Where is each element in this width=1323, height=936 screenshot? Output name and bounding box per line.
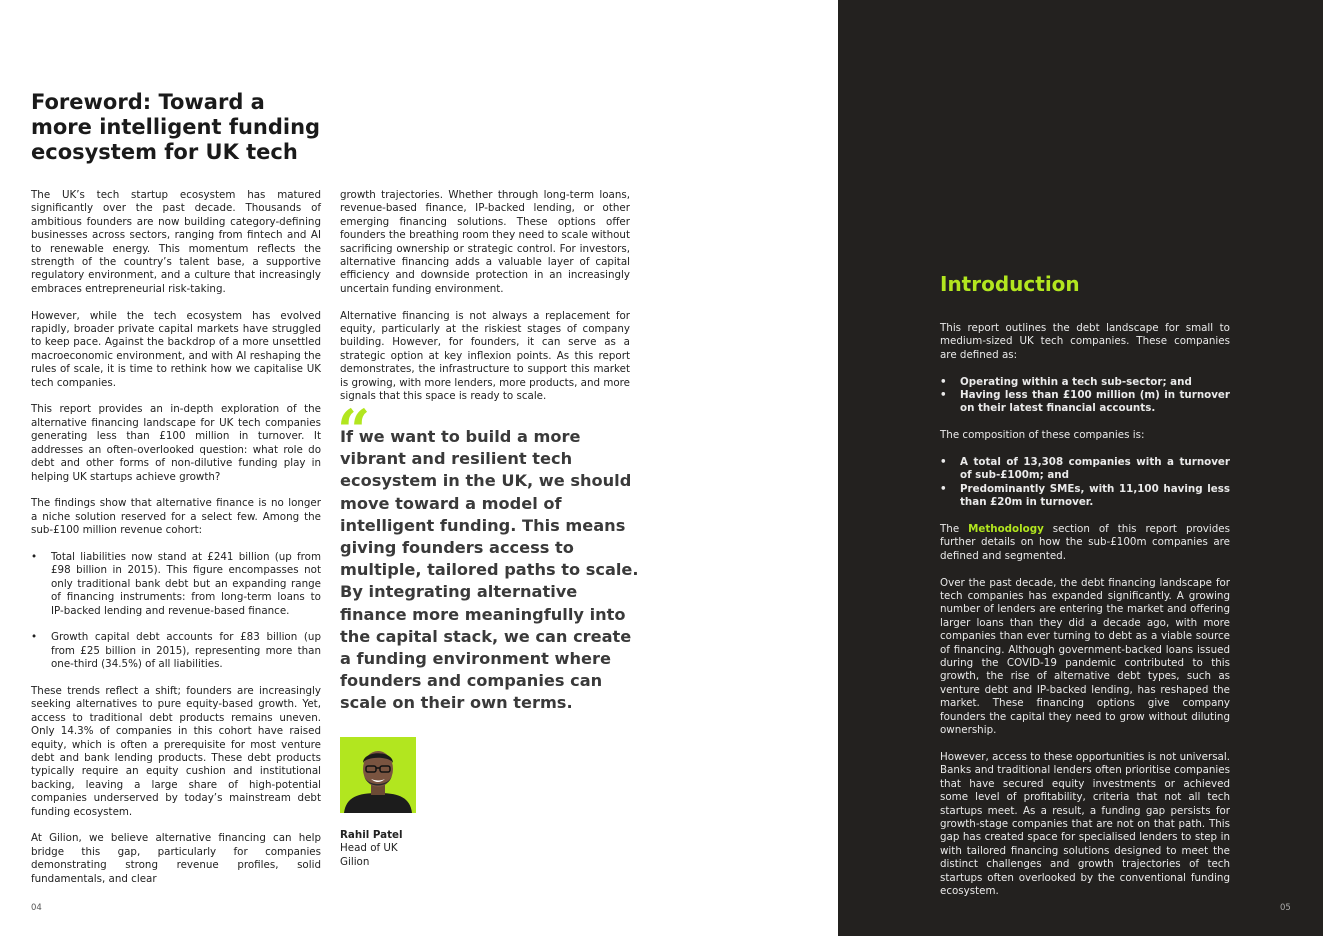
list-item: • Growth capital debt accounts for £83 billion (up from £25 billion in 2015), representing more than one-third (34.5%) of all liabilities. [31,631,321,671]
person-icon [340,737,416,813]
text-span: The [940,523,969,536]
list-item: • A total of 13,308 companies with a turnover of sub-£100m; and [940,456,1230,483]
methodology-link[interactable]: Methodology [968,523,1044,536]
text-span: section of this report provides further details on how the sub-£100m companies are defined and segmented. [940,523,1230,562]
paragraph: Over the past decade, the debt financing landscape for tech companies has expanded significantly. A growing number of lenders are entering the market and offering larger loans than they did a decade ago, with more companies than ever turning to debt as a viable source of financing. Although government-backed loans issued during the COVID-19 pandemic contributed to this growth, the rise of alternative debt types, such as venture debt and IP-backed lending, has reshaped the market. These financing options give company founders the capital they need to grow without diluting ownership. [940,576,1230,737]
list-item: • Having less than £100 million (m) in turnover on their latest financial accounts. [940,389,1230,416]
paragraph [940,523,1230,563]
page-number-right: 05 [1280,903,1291,913]
list-item: • Total liabilities now stand at £241 billion (up from £98 billion in 2015). This figure encompasses not only traditional bank debt but an expanding range of financing instruments: from long-term loans to IP-backed lending and revenue-based finance. [31,551,321,618]
paragraph: This report outlines the debt landscape for small to medium-sized UK tech companies. These companies are defined as: [940,322,1230,361]
author-name: Rahil Patel [340,829,403,841]
paragraph: However, access to these opportunities is not universal. Banks and traditional lenders often prioritise companies that have secured equity investments or achieved some level of profitability, criteria that not all tech startups meet. As a result, a funding gap persists for growth-stage companies that are not on that path. This gap has created space for specialised lenders to step in with tailored financing solutions designed to meet the distinct challenges and growth trajectories of tech startups often overlooked by the conventional funding ecosystem. [940,750,1230,897]
bullet-list [31,551,321,672]
section-title: Introduction [940,272,1080,296]
paragraph: The UK’s tech startup ecosystem has matured significantly over the past decade. Thousands of ambitious founders are now building category-defining businesses across sectors, ranging from fintech and AI to renewable energy. This momentum reflects the strength of the country’s talent base, a supportive regulatory environment, and a culture that increasingly embraces entrepreneurial risk-taking. [31,189,321,295]
paragraph: However, while the tech ecosystem has evolved rapidly, broader private capital markets have struggled to keep pace. Against the backdrop of a more unsettled macroeconomic environment, and with AI reshaping the rules of scale, it is time to rethink how we capitalise UK tech companies. [31,309,321,389]
paragraph: These trends reflect a shift; founders are increasingly seeking alternatives to pure equity-based growth. Yet, access to traditional debt products remains uneven. Only 14.3% of companies in this cohort have raised equity, which is often a prerequisite for most venture debt and bank lending products. These debt products typically require an equity cushion and institutional backing, leaving a large share of high-potential companies underserved by today’s mainstream debt funding ecosystem. [31,684,321,818]
page-number-left: 04 [31,903,42,913]
paragraph: The composition of these companies is: [940,429,1145,442]
quote-mark-icon: “ [337,397,371,465]
bullet-list [940,456,1230,510]
page-title: Foreword: Toward a more intelligent funding ecosystem for UK tech [31,90,321,164]
paragraph: growth trajectories. Whether through long-term loans, revenue-based finance, IP-backed lending, or other emerging financing solutions. These options offer founders the breathing room they need to scale without sacrificing ownership or strategic control. For investors, alternative financing adds a valuable layer of capital efficiency and downside protection in an increasingly uncertain funding environment. [340,189,630,295]
paragraph: The findings show that alternative finance is no longer a niche solution reserved for a select few. Among the sub-£100 million revenue cohort: [31,497,321,537]
author-role: Head of UK [340,842,398,855]
bullet-list [940,376,1230,416]
list-item: • Predominantly SMEs, with 11,100 having less than £20m in turnover. [940,483,1230,510]
paragraph: Alternative financing is not always a replacement for equity, particularly at the riskiest stages of company building. However, for founders, it can serve as a strategic option at key inflexion points. As this report demonstrates, the infrastructure to support this market is growing, with more lenders, more products, and more signals that this space is ready to scale. [340,309,630,403]
paragraph: At Gilion, we believe alternative financing can help bridge this gap, particularly for companies demonstrating strong revenue profiles, solid fundamentals, and clear [31,832,321,885]
list-item: • Operating within a tech sub-sector; and [940,376,1230,389]
body-column-1 [31,189,321,899]
author-portrait [340,737,416,813]
author-company: Gilion [340,855,370,868]
paragraph: This report provides an in-depth exploration of the alternative financing landscape for UK tech companies generating less than £100 million in turnover. It addresses an often-overlooked question: what role do debt and other forms of non-dilutive funding play in helping UK startups achieve growth? [31,403,321,483]
body-column-2 [340,189,630,417]
pull-quote: If we want to build a more vibrant and resilient tech ecosystem in the UK, we should move toward a model of intelligent funding. This means giving founders access to multiple, tailored paths to scale. By integrating alternative finance more meaningfully into the capital stack, we can create a funding environment where founders and companies can scale on their own terms. [340,427,639,713]
intro-column [940,322,1230,912]
author-block [340,829,403,869]
